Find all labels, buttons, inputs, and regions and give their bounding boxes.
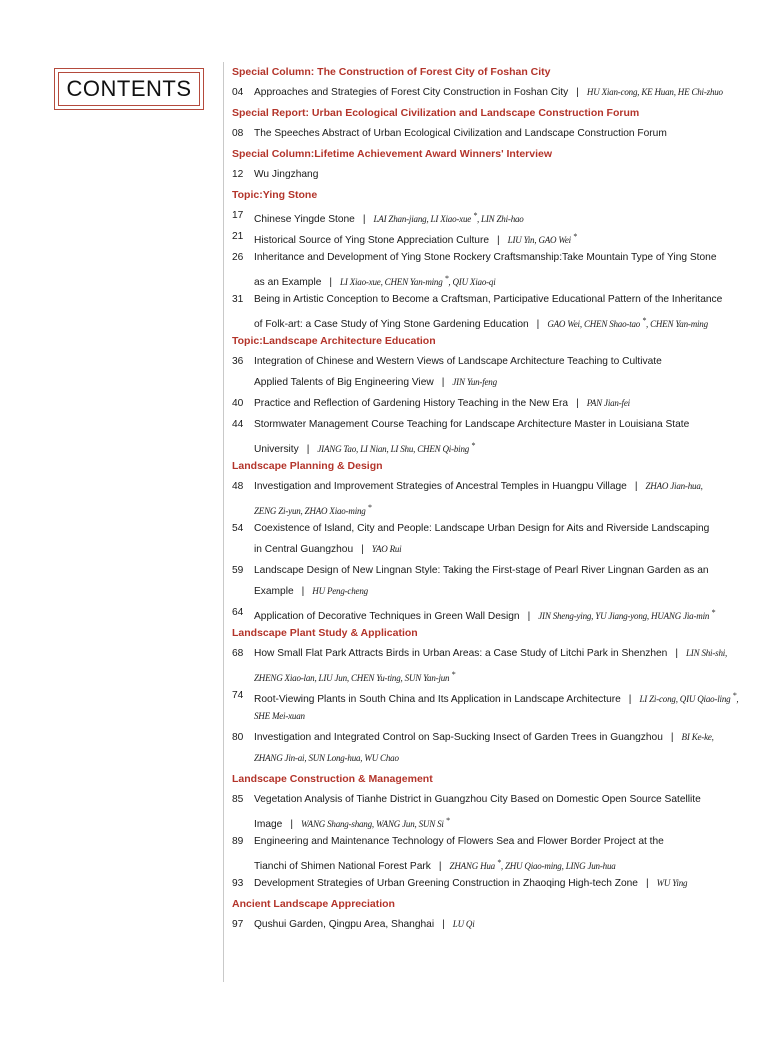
entry-body — [254, 560, 752, 602]
toc-entry-row — [232, 205, 752, 226]
page-number: 21 — [232, 231, 244, 242]
separator-bar: | — [536, 319, 540, 330]
section-title: Special Column:Lifetime Achievement Award Winners' Interview — [232, 148, 553, 160]
toc-entry-row — [232, 518, 752, 560]
entry-body — [254, 518, 752, 560]
entry-line — [254, 393, 752, 414]
toc-entry[interactable] — [232, 205, 752, 226]
entry-authors: WU Ying — [656, 878, 688, 888]
toc-entry[interactable] — [232, 82, 752, 103]
entry-authors: PAN Jian-fei — [586, 398, 630, 408]
separator-bar: | — [675, 648, 678, 659]
toc-entry[interactable] — [232, 789, 752, 831]
entry-title: Wu Jingzhang — [254, 169, 319, 180]
entry-line — [254, 643, 752, 664]
toc-entry[interactable] — [232, 560, 752, 602]
entry-title: Applied Talents of Big Engineering View — [254, 377, 434, 388]
page-number: 68 — [232, 648, 244, 659]
entry-title: Tianchi of Shimen National Forest Park — [254, 861, 431, 872]
separator-bar: | — [362, 214, 366, 225]
entry-authors: LIN Shi-shi, — [686, 648, 728, 658]
separator-bar: | — [634, 481, 638, 492]
entry-line — [254, 372, 752, 393]
toc-entry[interactable] — [232, 873, 752, 894]
toc-entry-row — [232, 82, 752, 103]
entry-body — [254, 476, 752, 518]
entry-title: Stormwater Management Course Teaching for Landscape Architecture Master in Louisiana State — [254, 419, 690, 430]
entry-title: Integration of Chinese and Western Views of Landscape Architecture Teaching to Cultivate — [254, 356, 662, 367]
entry-title: Chinese Yingde Stone — [254, 214, 355, 225]
entry-line — [254, 414, 752, 435]
entry-line — [254, 205, 752, 226]
entry-line — [254, 873, 752, 894]
entry-title: Practice and Reflection of Gardening History Teaching in the New Era — [254, 398, 569, 409]
separator-bar: | — [361, 544, 364, 555]
entry-title: Qushui Garden, Qingpu Area, Shanghai — [254, 919, 435, 930]
entry-title: The Speeches Abstract of Urban Ecological Civilization and Landscape Construction Forum — [254, 128, 667, 139]
entry-line — [254, 539, 752, 560]
entry-line — [254, 914, 752, 935]
entry-body — [254, 602, 752, 623]
page-number: 54 — [232, 523, 244, 534]
toc-entry-row — [232, 789, 752, 831]
toc-entry-row — [232, 685, 752, 727]
entry-body — [254, 873, 752, 894]
entry-title: Root-Viewing Plants in South China and Its Application in Landscape Architecture — [254, 694, 621, 705]
separator-bar: | — [576, 87, 579, 98]
entry-line — [254, 476, 752, 497]
entry-body — [254, 289, 752, 331]
toc-entry-row — [232, 873, 752, 894]
table-of-contents — [232, 62, 752, 935]
entry-authors: LI Xiao-xue, CHEN Yan-ming *, QIU Xiao-qi — [340, 274, 496, 287]
entry-line — [254, 164, 752, 185]
entry-title: of Folk-art: a Case Study of Ying Stone Gardening Education — [254, 319, 529, 330]
page-number: 31 — [232, 294, 244, 305]
entry-line — [254, 310, 752, 331]
entry-title: as an Example — [254, 277, 322, 288]
toc-entry[interactable] — [232, 518, 752, 560]
entry-title: Application of Decorative Techniques in Green Wall Design — [254, 611, 520, 622]
entry-line — [254, 268, 752, 289]
toc-entry-row — [232, 643, 752, 685]
entry-authors: ZHENG Xiao-lan, LIU Jun, CHEN Yu-ting, SUN Yan-jun * — [254, 670, 456, 683]
toc-entry-row — [232, 414, 752, 456]
entry-title: Coexistence of Island, City and People: Landscape Urban Design for Aits and Riverside Landscaping — [254, 523, 710, 534]
page-number: 17 — [232, 210, 244, 221]
entry-authors: HU Peng-cheng — [312, 586, 368, 596]
section-title: Topic:Landscape Architecture Education — [232, 335, 436, 347]
entry-body — [254, 727, 752, 769]
entry-authors: ZHANG Jin-ai, SUN Long-hua, WU Chao — [254, 753, 399, 763]
corresponding-author-star: * — [732, 691, 737, 700]
entry-body — [254, 123, 752, 144]
toc-entry-row — [232, 560, 752, 602]
entry-body — [254, 82, 752, 103]
separator-bar: | — [645, 878, 649, 889]
entry-line — [254, 852, 752, 873]
entry-authors: GAO Wei, CHEN Shao-tao *, CHEN Yan-ming — [547, 316, 708, 329]
entry-authors: LU Qi — [452, 919, 475, 929]
toc-entry[interactable] — [232, 226, 752, 247]
toc-entry[interactable] — [232, 727, 752, 769]
toc-entry[interactable] — [232, 831, 752, 873]
corresponding-author-star: * — [642, 316, 646, 325]
page-number: 97 — [232, 919, 244, 930]
entry-title: Landscape Design of New Lingnan Style: Taking the First-stage of Pearl River Lingnan Garden as an — [254, 565, 709, 576]
entry-title: Approaches and Strategies of Forest City Construction in Foshan City — [254, 87, 569, 98]
page-number: 93 — [232, 878, 244, 889]
separator-bar: | — [576, 398, 579, 409]
page-number: 40 — [232, 398, 244, 409]
entry-title: Development Strategies of Urban Greening Construction in Zhaoqing High-tech Zone — [254, 878, 638, 889]
entry-body — [254, 789, 752, 831]
entry-authors: ZENG Zi-yun, ZHAO Xiao-ming * — [254, 503, 372, 516]
entry-line — [254, 789, 752, 810]
entry-title: Being in Artistic Conception to Become a Craftsman, Participative Educational Pattern of the Inheritance — [254, 294, 723, 305]
entry-title: Inheritance and Development of Ying Stone Rockery Craftsmanship:Take Mountain Type of Ying Stone — [254, 252, 717, 263]
corresponding-author-star: * — [473, 211, 477, 220]
entry-authors: JIN Sheng-ying, YU Jiang-yong, HUANG Jia-min * — [538, 608, 716, 621]
entry-title: in Central Guangzhou — [254, 544, 354, 555]
entry-title: Engineering and Maintenance Technology of Flowers Sea and Flower Border Project at the — [254, 836, 664, 847]
toc-entry-row — [232, 226, 752, 247]
page-number: 74 — [232, 690, 244, 701]
entry-body — [254, 351, 752, 393]
entry-line — [254, 581, 752, 602]
separator-bar: | — [306, 444, 310, 455]
entry-body — [254, 393, 752, 414]
entry-body — [254, 914, 752, 935]
entry-authors: SHE Mei-xuan — [254, 711, 305, 721]
entry-line — [254, 748, 752, 769]
entry-line — [254, 289, 752, 310]
toc-entry[interactable] — [232, 602, 752, 623]
entry-line — [254, 727, 752, 748]
section-title: Special Report: Urban Ecological Civilization and Landscape Construction Forum — [232, 107, 640, 119]
toc-entry[interactable] — [232, 476, 752, 518]
corresponding-author-star: * — [573, 232, 577, 241]
page-number: 89 — [232, 836, 244, 847]
entry-line — [254, 810, 752, 831]
page-number: 80 — [232, 732, 244, 743]
toc-entry[interactable] — [232, 289, 752, 331]
page-number: 59 — [232, 565, 244, 576]
toc-entry[interactable] — [232, 351, 752, 393]
toc-entry[interactable] — [232, 914, 752, 935]
toc-entry-row — [232, 476, 752, 518]
page-number: 44 — [232, 419, 244, 430]
entry-authors: ZHAO Jian-hua, — [645, 481, 703, 491]
contents-heading: CONTENTS — [58, 72, 200, 106]
separator-bar: | — [527, 611, 531, 622]
entry-line — [254, 226, 752, 247]
page-number: 64 — [232, 607, 244, 618]
toc-entry-row — [232, 164, 752, 185]
toc-entry[interactable] — [232, 164, 752, 185]
entry-title: Investigation and Improvement Strategies of Ancestral Temples in Huangpu Village — [254, 481, 627, 492]
toc-entry-row — [232, 831, 752, 873]
entry-body — [254, 831, 752, 873]
toc-entry[interactable] — [232, 247, 752, 289]
entry-line — [254, 831, 752, 852]
toc-entry-row — [232, 351, 752, 393]
entry-line — [254, 685, 752, 706]
page-number: 48 — [232, 481, 244, 492]
entry-body — [254, 414, 752, 456]
toc-entry[interactable] — [232, 393, 752, 414]
entry-authors: LI Zi-cong, QIU Qiao-ling *, — [639, 691, 739, 704]
entry-title: Vegetation Analysis of Tianhe District in Guangzhou City Based on Domestic Open Source Satellite — [254, 794, 701, 805]
entry-line — [254, 351, 752, 372]
entry-body — [254, 164, 752, 185]
entry-authors: HU Xian-cong, KE Huan, HE Chi-zhuo — [586, 87, 723, 97]
entry-body — [254, 643, 752, 685]
entry-line — [254, 518, 752, 539]
divider-line — [223, 62, 224, 982]
entry-authors: LAI Zhan-jiang, LI Xiao-xue *, LIN Zhi-hao — [373, 211, 524, 224]
corresponding-author-star: * — [497, 858, 501, 867]
page-number: 85 — [232, 794, 244, 805]
page-number: 36 — [232, 356, 244, 367]
entry-body — [254, 205, 752, 226]
corresponding-author-star: * — [444, 274, 449, 283]
separator-bar: | — [628, 694, 632, 705]
toc-entry-row — [232, 247, 752, 289]
entry-body — [254, 685, 752, 727]
section-title: Ancient Landscape Appreciation — [232, 898, 395, 910]
entry-line — [254, 497, 752, 518]
entry-title: Investigation and Integrated Control on Sap-Sucking Insect of Garden Trees in Guangzhou — [254, 732, 663, 743]
entry-title: Example — [254, 586, 294, 597]
entry-authors: JIANG Tao, LI Nian, LI Shu, CHEN Qi-bing * — [317, 441, 475, 454]
entry-line — [254, 706, 752, 727]
separator-bar: | — [442, 919, 445, 930]
toc-entry-row — [232, 602, 752, 623]
corresponding-author-star: * — [471, 441, 475, 450]
section-title: Landscape Planning & Design — [232, 460, 383, 472]
entry-authors: BI Ke-ke, — [681, 732, 714, 742]
separator-bar: | — [290, 819, 293, 830]
entry-title: Image — [254, 819, 283, 830]
entry-body — [254, 226, 752, 247]
page-number: 26 — [232, 252, 244, 263]
entry-authors: ZHANG Hua *, ZHU Qiao-ming, LING Jun-hua — [449, 858, 616, 871]
entry-authors: LIU Yin, GAO Wei * — [507, 232, 577, 245]
section-title: Special Column: The Construction of Forest City of Foshan City — [232, 66, 551, 78]
toc-entry-row — [232, 914, 752, 935]
contents-heading-box — [54, 68, 204, 110]
toc-entry-row — [232, 393, 752, 414]
corresponding-author-star: * — [367, 503, 372, 512]
separator-bar: | — [438, 861, 442, 872]
section-title: Landscape Plant Study & Application — [232, 627, 418, 639]
page-number: 08 — [232, 128, 244, 139]
toc-entry-row — [232, 727, 752, 769]
entry-line — [254, 560, 752, 581]
entry-authors: YAO Rui — [371, 544, 402, 554]
separator-bar: | — [497, 235, 500, 246]
entry-line — [254, 123, 752, 144]
entry-line — [254, 82, 752, 103]
separator-bar: | — [329, 277, 333, 288]
separator-bar: | — [301, 586, 305, 597]
page-number: 12 — [232, 169, 244, 180]
entry-body — [254, 247, 752, 289]
toc-entry-row — [232, 123, 752, 144]
page-number: 04 — [232, 87, 244, 98]
corresponding-author-star: * — [711, 608, 716, 617]
entry-line — [254, 664, 752, 685]
corresponding-author-star: * — [445, 816, 450, 825]
separator-bar: | — [670, 732, 674, 743]
corresponding-author-star: * — [451, 670, 456, 679]
entry-title: How Small Flat Park Attracts Birds in Urban Areas: a Case Study of Litchi Park in Shenzhen — [254, 648, 668, 659]
entry-line — [254, 247, 752, 268]
toc-entry[interactable] — [232, 643, 752, 685]
toc-entry[interactable] — [232, 123, 752, 144]
entry-authors: JIN Yun-feng — [452, 377, 497, 387]
toc-entry[interactable] — [232, 685, 752, 727]
toc-entry[interactable] — [232, 414, 752, 456]
section-title: Landscape Construction & Management — [232, 773, 433, 785]
section-title: Topic:Ying Stone — [232, 189, 318, 201]
entry-line — [254, 435, 752, 456]
toc-entry-row — [232, 289, 752, 331]
entry-line — [254, 602, 752, 623]
entry-title: Historical Source of Ying Stone Appreciation Culture — [254, 235, 490, 246]
entry-title: University — [254, 444, 299, 455]
entry-authors: WANG Shang-shang, WANG Jun, SUN Si * — [300, 816, 450, 829]
separator-bar: | — [441, 377, 445, 388]
